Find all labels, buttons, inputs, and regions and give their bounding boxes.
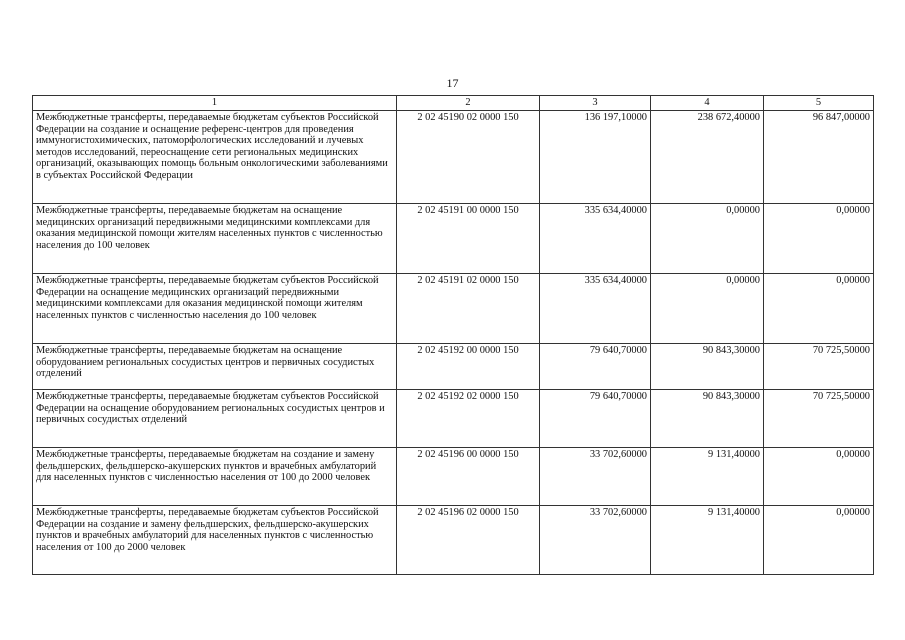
row-budget-code: 2 02 45191 02 0000 150 [397,274,540,344]
row-description: Межбюджетные трансферты, передаваемые бюджетам субъектов Российской Федерации на создание и оснащение референс-центров для проведения иммуногистохимических, патоморфологических исследований и лучевых методов исследований, переоснащение сети региональных медицинских организаций, оказывающих помощь больным онкологическими заболеваниями в субъектах Российской Федерации [33,111,397,204]
row-value-year-1: 33 702,60000 [540,448,651,506]
row-description: Межбюджетные трансферты, передаваемые бюджетам на создание и замену фельдшерских, фельдшерско-акушерских пунктов и врачебных амбулаторий для населенных пунктов с численностью населения от 100 до 2000 человек [33,448,397,506]
column-header: 5 [764,96,874,111]
row-budget-code: 2 02 45190 02 0000 150 [397,111,540,204]
row-value-year-3: 0,00000 [764,204,874,274]
row-value-year-2: 90 843,30000 [651,344,764,390]
row-value-year-3: 0,00000 [764,506,874,575]
row-budget-code: 2 02 45196 02 0000 150 [397,506,540,575]
row-value-year-1: 79 640,70000 [540,344,651,390]
row-value-year-1: 33 702,60000 [540,506,651,575]
table-row [33,111,874,204]
column-header: 3 [540,96,651,111]
row-value-year-2: 90 843,30000 [651,390,764,448]
row-value-year-1: 79 640,70000 [540,390,651,448]
row-value-year-3: 0,00000 [764,448,874,506]
row-value-year-1: 136 197,10000 [540,111,651,204]
table-row [33,506,874,575]
table-row [33,274,874,344]
row-value-year-2: 9 131,40000 [651,448,764,506]
table-row [33,344,874,390]
table-row [33,204,874,274]
row-description: Межбюджетные трансферты, передаваемые бюджетам на оснащение медицинских организаций передвижными медицинскими комплексами для оказания медицинской помощи жителям населенных пунктов с численностью населения до 100 человек [33,204,397,274]
table-row [33,448,874,506]
row-value-year-1: 335 634,40000 [540,274,651,344]
column-header: 2 [397,96,540,111]
row-value-year-3: 70 725,50000 [764,344,874,390]
row-description: Межбюджетные трансферты, передаваемые бюджетам субъектов Российской Федерации на оснащение оборудованием региональных сосудистых центров и первичных сосудистых отделений [33,390,397,448]
budget-transfers-table [32,95,874,575]
row-description: Межбюджетные трансферты, передаваемые бюджетам субъектов Российской Федерации на оснащение медицинских организаций передвижными медицинскими комплексами для оказания медицинской помощи жителям населенных пунктов с численностью населения до 100 человек [33,274,397,344]
row-budget-code: 2 02 45192 00 0000 150 [397,344,540,390]
row-description: Межбюджетные трансферты, передаваемые бюджетам субъектов Российской Федерации на создание и замену фельдшерских, фельдшерско-акушерских пунктов и врачебных амбулаторий для населенных пунктов с численностью населения от 100 до 2000 человек [33,506,397,575]
row-budget-code: 2 02 45192 02 0000 150 [397,390,540,448]
row-value-year-2: 238 672,40000 [651,111,764,204]
row-description: Межбюджетные трансферты, передаваемые бюджетам на оснащение оборудованием региональных сосудистых центров и первичных сосудистых отделений [33,344,397,390]
row-value-year-3: 70 725,50000 [764,390,874,448]
column-header: 4 [651,96,764,111]
table-header-row [33,96,874,111]
row-value-year-3: 96 847,00000 [764,111,874,204]
row-budget-code: 2 02 45196 00 0000 150 [397,448,540,506]
row-value-year-2: 9 131,40000 [651,506,764,575]
row-value-year-2: 0,00000 [651,204,764,274]
row-budget-code: 2 02 45191 00 0000 150 [397,204,540,274]
row-value-year-1: 335 634,40000 [540,204,651,274]
row-value-year-3: 0,00000 [764,274,874,344]
column-header: 1 [33,96,397,111]
row-value-year-2: 0,00000 [651,274,764,344]
page-number: 17 [446,76,459,90]
table-row [33,390,874,448]
